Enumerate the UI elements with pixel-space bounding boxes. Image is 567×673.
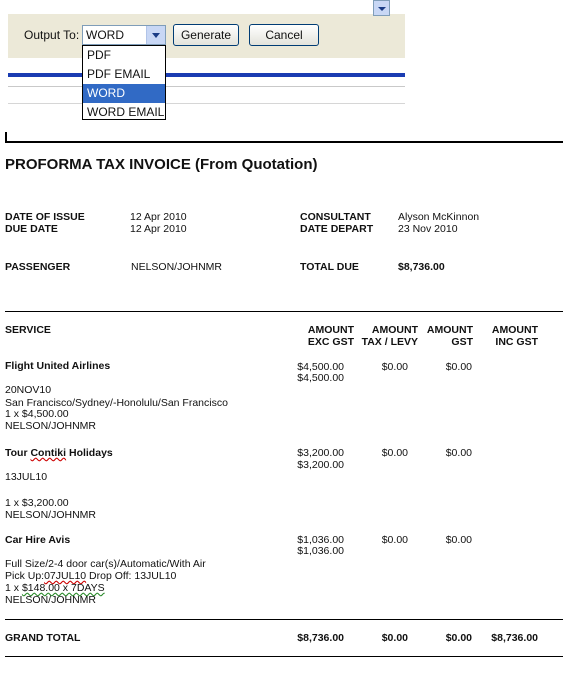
service-passenger: NELSON/JOHNMR: [5, 509, 97, 521]
service-header: SERVICE: [5, 324, 51, 336]
divider: [8, 103, 405, 104]
amount-inc-gst-header: [480, 324, 538, 348]
top-rule: [5, 141, 563, 143]
service-passenger: NELSON/JOHNMR: [5, 594, 97, 606]
grand-total-inc-gst: $8,736.00: [491, 632, 538, 644]
total-due-value: $8,736.00: [398, 261, 445, 273]
date-of-issue-value: 12 Apr 2010: [130, 211, 187, 223]
output-format-select[interactable]: WORD: [82, 25, 166, 45]
grand-total-gst: $0.00: [445, 632, 472, 644]
service-route: San Francisco/Sydney/-Honolulu/San Francisco: [5, 397, 228, 409]
service-date: 13JUL10: [5, 471, 48, 483]
chevron-down-icon: [378, 7, 386, 11]
amount-tax: $0.00: [381, 534, 408, 546]
service-name-part: Contiki: [30, 447, 67, 459]
dropdown-option-word-email[interactable]: WORD EMAIL: [87, 105, 165, 119]
amount-tax: $0.00: [381, 361, 408, 373]
date-of-issue-label: DATE OF ISSUE: [5, 211, 85, 223]
service-date: 20NOV10: [5, 384, 52, 396]
amount-exc-gst: $4,500.00: [297, 361, 344, 373]
service-passenger: NELSON/JOHNMR: [5, 420, 97, 432]
dropdown-arrow-button[interactable]: [146, 26, 165, 44]
header-bar: [8, 73, 405, 77]
amount-exc-gst-sub: $1,036.00: [297, 545, 344, 557]
pickup-label: Pick Up:: [5, 570, 45, 582]
dropdown-option-pdf-email[interactable]: PDF EMAIL: [87, 67, 151, 81]
header-line: AMOUNT: [371, 324, 418, 336]
amount-exc-gst-sub: $3,200.00: [297, 459, 344, 471]
header-line: AMOUNT: [426, 324, 473, 336]
output-format-dropdown: [82, 45, 166, 120]
amount-exc-gst: $1,036.00: [297, 534, 344, 546]
service-qty: 1 x $3,200.00: [5, 497, 69, 509]
grand-total-bottom-rule: [5, 656, 563, 657]
scroll-down-button[interactable]: [373, 0, 390, 16]
amount-gst: $0.00: [445, 447, 472, 459]
header-line: AMOUNT: [491, 324, 538, 336]
consultant-value: Alyson McKinnon: [398, 211, 480, 223]
amount-tax: $0.00: [381, 447, 408, 459]
passenger-label: PASSENGER: [5, 261, 71, 273]
service-name: Flight United Airlines: [5, 360, 111, 372]
amount-exc-gst: $3,200.00: [297, 447, 344, 459]
header-line: TAX / LEVY: [361, 336, 418, 348]
due-date-value: 12 Apr 2010: [130, 223, 187, 235]
service-description: Full Size/2-4 door car(s)/Automatic/With Air: [5, 558, 206, 570]
dropoff: Drop Off: 13JUL10: [86, 570, 177, 582]
date-depart-value: 23 Nov 2010: [398, 223, 458, 235]
service-name-part: Holidays: [66, 447, 113, 459]
dropdown-option-pdf[interactable]: PDF: [87, 48, 111, 62]
grand-total-label: GRAND TOTAL: [5, 632, 81, 644]
total-due-label: TOTAL DUE: [300, 261, 359, 273]
service-name: [5, 447, 113, 459]
service-qty: 1 x $4,500.00: [5, 408, 69, 420]
chevron-down-icon: [152, 33, 160, 38]
due-date-label: DUE DATE: [5, 223, 58, 235]
amount-exc-gst-header: [296, 324, 354, 348]
header-line: GST: [451, 336, 473, 348]
date-depart-label: DATE DEPART: [300, 223, 374, 235]
invoice-title: PROFORMA TAX INVOICE (From Quotation): [5, 156, 318, 173]
service-qty: [5, 582, 105, 594]
service-name-part: Tour: [5, 447, 31, 459]
service-pickup: [5, 570, 176, 582]
grand-total-tax: $0.00: [381, 632, 408, 644]
passenger-value: NELSON/JOHNMR: [131, 261, 223, 273]
output-to-label: Output To:: [24, 28, 80, 42]
pickup-date: 07JUL10: [44, 570, 87, 582]
dropdown-option-word[interactable]: WORD: [83, 84, 165, 103]
grand-total-exc-gst: $8,736.00: [297, 632, 344, 644]
consultant-label: CONSULTANT: [300, 211, 371, 223]
header-line: EXC GST: [307, 336, 354, 348]
qty-rate: $148.00 x 7DAYS: [21, 582, 105, 594]
qty-prefix: 1 x: [5, 582, 22, 594]
grand-total-top-rule: [5, 619, 563, 620]
header-line: AMOUNT: [307, 324, 354, 336]
divider: [8, 86, 405, 87]
service-name: Car Hire Avis: [5, 534, 71, 546]
amount-exc-gst-sub: $4,500.00: [297, 372, 344, 384]
amount-tax-levy-header: [356, 324, 418, 348]
header-line: INC GST: [495, 336, 538, 348]
amount-gst: $0.00: [445, 534, 472, 546]
cancel-button[interactable]: Cancel: [249, 24, 319, 46]
amount-gst: $0.00: [445, 361, 472, 373]
amount-gst-header: [420, 324, 473, 348]
table-top-rule: [5, 311, 563, 312]
generate-button[interactable]: Generate: [173, 24, 239, 46]
